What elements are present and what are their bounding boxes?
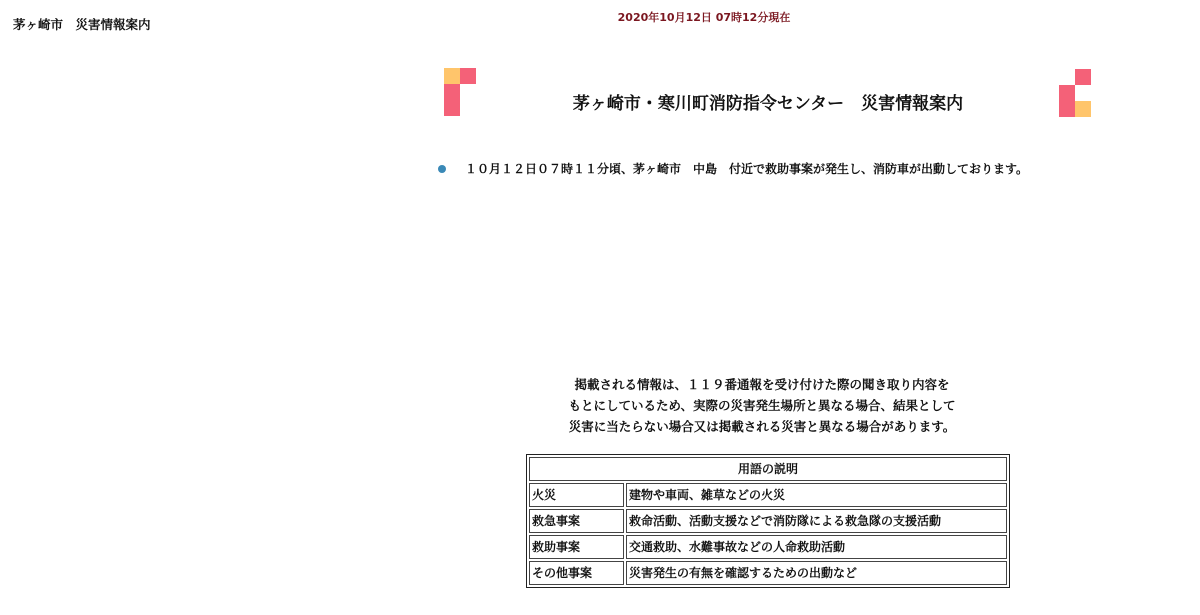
notice-line: 災害に当たらない場合又は掲載される災害と異なる場合があります。 [568, 419, 956, 434]
decorative-square-red [1059, 85, 1075, 101]
glossary-row [529, 509, 1007, 533]
decorative-square-red [444, 84, 460, 100]
glossary-term: 救助事案 [529, 535, 624, 559]
bullet-dot-icon [438, 165, 446, 173]
glossary-term: 救急事案 [529, 509, 624, 533]
glossary-term: その他事案 [529, 561, 624, 585]
glossary-title: 用語の説明 [529, 457, 1007, 481]
glossary-description: 災害発生の有無を確認するための出動など [626, 561, 1007, 585]
glossary-row [529, 561, 1007, 585]
incident-list [437, 160, 1117, 178]
notice-line: 掲載される情報は、１１９番通報を受け付けた際の聞き取り内容を [574, 377, 950, 392]
glossary-term: 火災 [529, 483, 624, 507]
notice-line: もとにしているため、実際の災害発生場所と異なる場合、結果として [568, 398, 956, 413]
glossary-description: 交通救助、水難事故などの人命救助活動 [626, 535, 1007, 559]
decorative-square-orange [1075, 101, 1091, 117]
decorative-square-orange [444, 68, 460, 84]
incident-text: １０月１２日０７時１１分頃、茅ヶ崎市 中島 付近で救助事案が発生し、消防車が出動しております。 [465, 162, 1029, 176]
update-timestamp: 2020年10月12日 07時12分現在 [617, 11, 791, 24]
term-glossary-table [526, 454, 1010, 588]
glossary-row [529, 483, 1007, 507]
incident-item [437, 160, 1117, 178]
site-title: 茅ヶ崎市 災害情報案内 [13, 17, 151, 32]
glossary-description: 建物や車両、雑草などの火災 [626, 483, 1007, 507]
decorative-square-red [460, 68, 476, 84]
glossary-header-row [529, 457, 1007, 481]
right-decorative-squares [1059, 69, 1091, 115]
decorative-square-red [1059, 101, 1075, 117]
decorative-square-red [1075, 69, 1091, 85]
left-decorative-squares [444, 68, 476, 114]
glossary-row [529, 535, 1007, 559]
glossary-description: 救命活動、活動支援などで消防隊による救急隊の支援活動 [626, 509, 1007, 533]
information-notice [532, 374, 992, 437]
main-heading: 茅ヶ崎市・寒川町消防指令センター 災害情報案内 [572, 94, 964, 115]
decorative-square-red [444, 100, 460, 116]
